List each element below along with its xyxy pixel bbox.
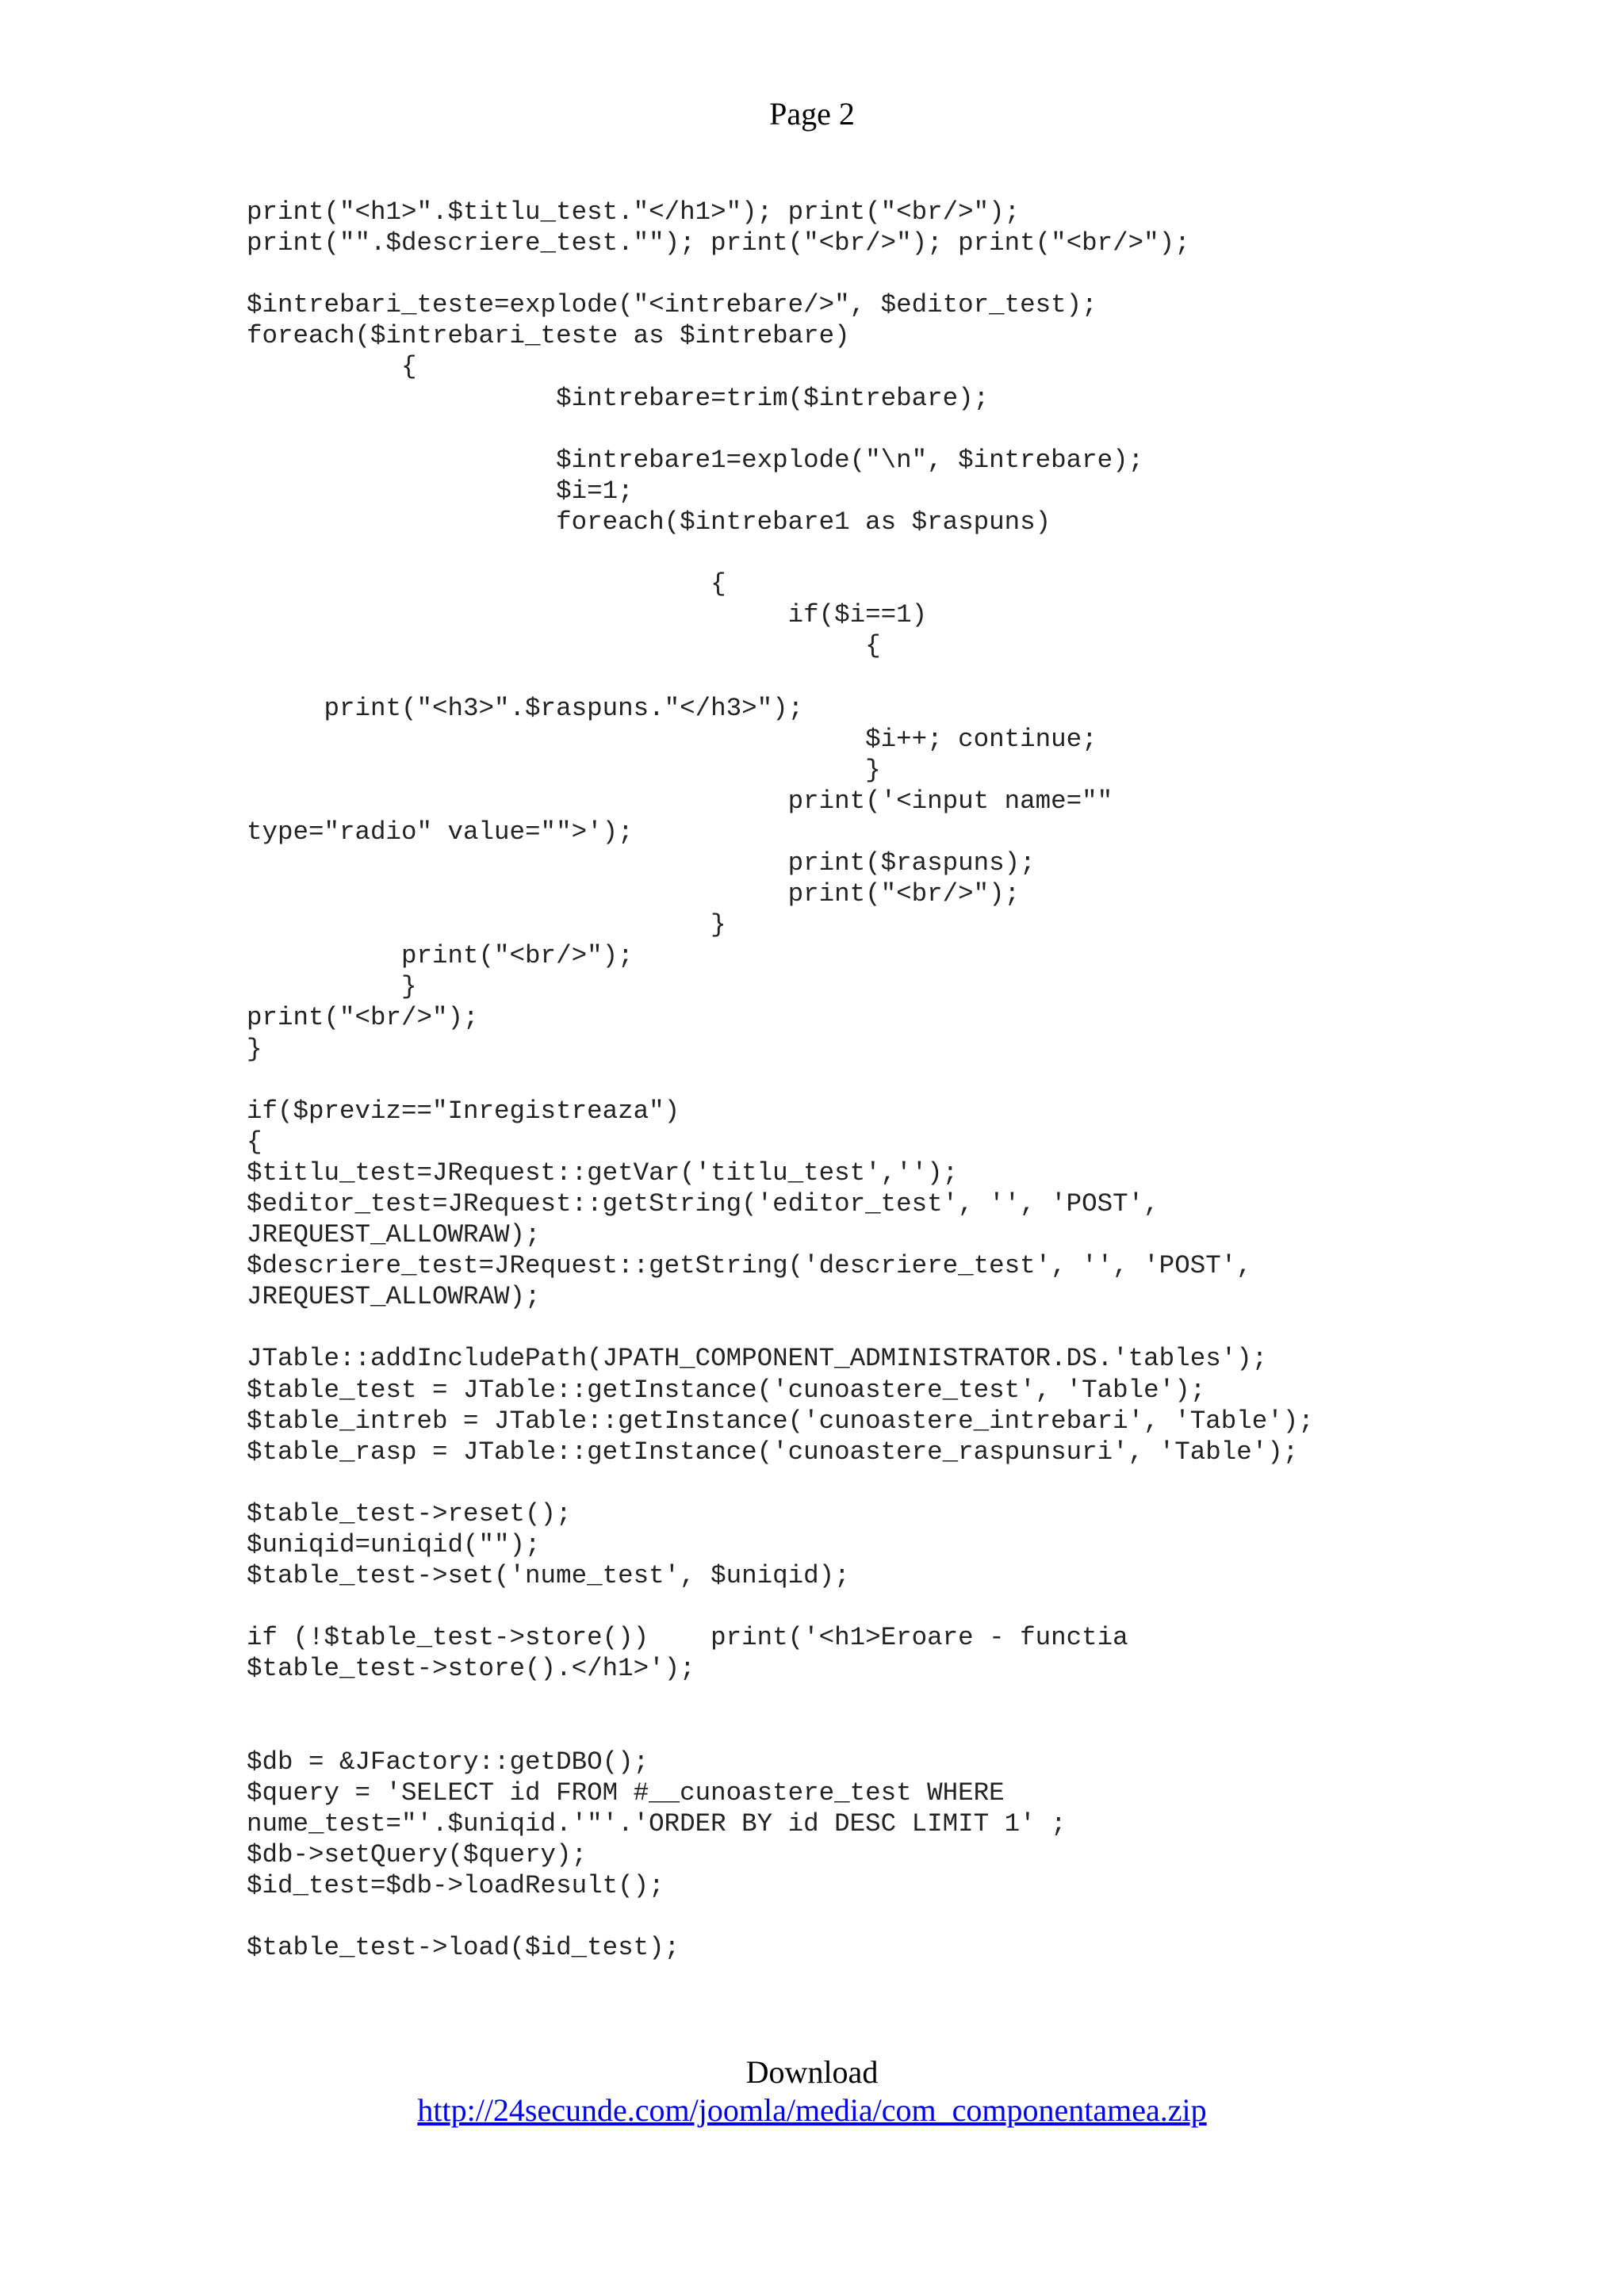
code-line: [247, 1685, 1314, 1716]
code-line: $table_test->store().</h1>');: [247, 1654, 695, 1684]
code-line: $editor_test=JRequest::getString('editor_test', '', 'POST',: [247, 1189, 1159, 1219]
code-line: foreach($intrebari_teste as $intrebare): [247, 321, 850, 351]
code-block: [247, 197, 1314, 1963]
code-line: $descriere_test=JRequest::getString('descriere_test', '', 'POST',: [247, 1251, 1252, 1281]
code-line: nume_test="'.$uniqid.'"'.'ORDER BY id DESC LIMIT 1' ;: [247, 1808, 1067, 1839]
code-line: if($previz=="Inregistreaza"): [247, 1096, 680, 1126]
code-line: if (!$table_test->store()) print('<h1>Eroare - functia: [247, 1623, 1128, 1653]
code-line: JREQUEST_ALLOWRAW);: [247, 1282, 541, 1312]
code-line: $table_test = JTable::getInstance('cunoastere_test', 'Table');: [247, 1375, 1206, 1405]
code-line: $db = &JFactory::getDBO();: [247, 1747, 649, 1777]
code-line: if($i==1): [247, 600, 928, 630]
code-line: [247, 1716, 1314, 1747]
code-line: foreach($intrebare1 as $raspuns): [247, 507, 1051, 537]
code-line: {: [247, 631, 881, 661]
code-line: $intrebari_teste=explode("<intrebare/>", $editor_test);: [247, 290, 1097, 320]
page-number: Page 2: [769, 96, 855, 132]
code-line: print("<br/>");: [247, 879, 1021, 909]
code-line: print("<h3>".$raspuns."</h3>");: [247, 693, 804, 723]
code-line: print($raspuns);: [247, 848, 1036, 878]
footer: [0, 2053, 1624, 2130]
code-line: [247, 258, 1314, 289]
code-line: [247, 1591, 1314, 1622]
download-link[interactable]: http://24secunde.com/joomla/media/com_componentamea.zip: [417, 2092, 1207, 2128]
code-line: $uniqid=uniqid("");: [247, 1530, 541, 1560]
code-line: $query = 'SELECT id FROM #__cunoastere_test WHERE: [247, 1777, 1005, 1808]
code-line: JREQUEST_ALLOWRAW);: [247, 1220, 541, 1250]
code-line: JTable::addIncludePath(JPATH_COMPONENT_ADMINISTRATOR.DS.'tables');: [247, 1344, 1268, 1374]
code-line: print("<br/>");: [247, 1003, 479, 1033]
code-line: $id_test=$db->loadResult();: [247, 1871, 665, 1901]
code-line: print("<br/>");: [247, 941, 634, 971]
code-line: [247, 1901, 1314, 1932]
code-line: $table_test->reset();: [247, 1498, 572, 1529]
code-line: $table_test->set('nume_test', $uniqid);: [247, 1561, 850, 1591]
code-line: print("<h1>".$titlu_test."</h1>"); print("<br/>");: [247, 197, 1021, 227]
code-line: {: [247, 569, 726, 599]
code-line: [247, 661, 1314, 692]
code-line: $titlu_test=JRequest::getVar('titlu_test','');: [247, 1158, 959, 1188]
code-line: {: [247, 352, 417, 382]
code-line: $intrebare1=explode("\n", $intrebare);: [247, 445, 1144, 475]
code-line: $i=1;: [247, 476, 634, 506]
code-line: $db->setQuery($query);: [247, 1839, 588, 1869]
code-line: $table_intreb = JTable::getInstance('cunoastere_intrebari', 'Table');: [247, 1406, 1314, 1436]
code-line: $i++; continue;: [247, 724, 1097, 754]
code-line: $table_test->load($id_test);: [247, 1933, 680, 1963]
code-line: [247, 1468, 1314, 1498]
code-line: }: [247, 1034, 262, 1064]
code-line: type="radio" value="">');: [247, 817, 634, 847]
code-line: }: [247, 972, 417, 1002]
code-line: [247, 1312, 1314, 1343]
code-line: }: [247, 755, 881, 785]
code-line: }: [247, 910, 726, 940]
code-line: [247, 414, 1314, 445]
code-line: $table_rasp = JTable::getInstance('cunoastere_raspunsuri', 'Table');: [247, 1437, 1299, 1467]
code-line: [247, 538, 1314, 568]
code-line: print('<input name="": [247, 786, 1113, 816]
code-line: print("".$descriere_test.""); print("<br/>"); print("<br/>");: [247, 228, 1190, 258]
download-label: Download: [745, 2054, 879, 2090]
code-line: $intrebare=trim($intrebare);: [247, 383, 990, 413]
code-line: [247, 1065, 1314, 1096]
code-line: {: [247, 1127, 262, 1157]
